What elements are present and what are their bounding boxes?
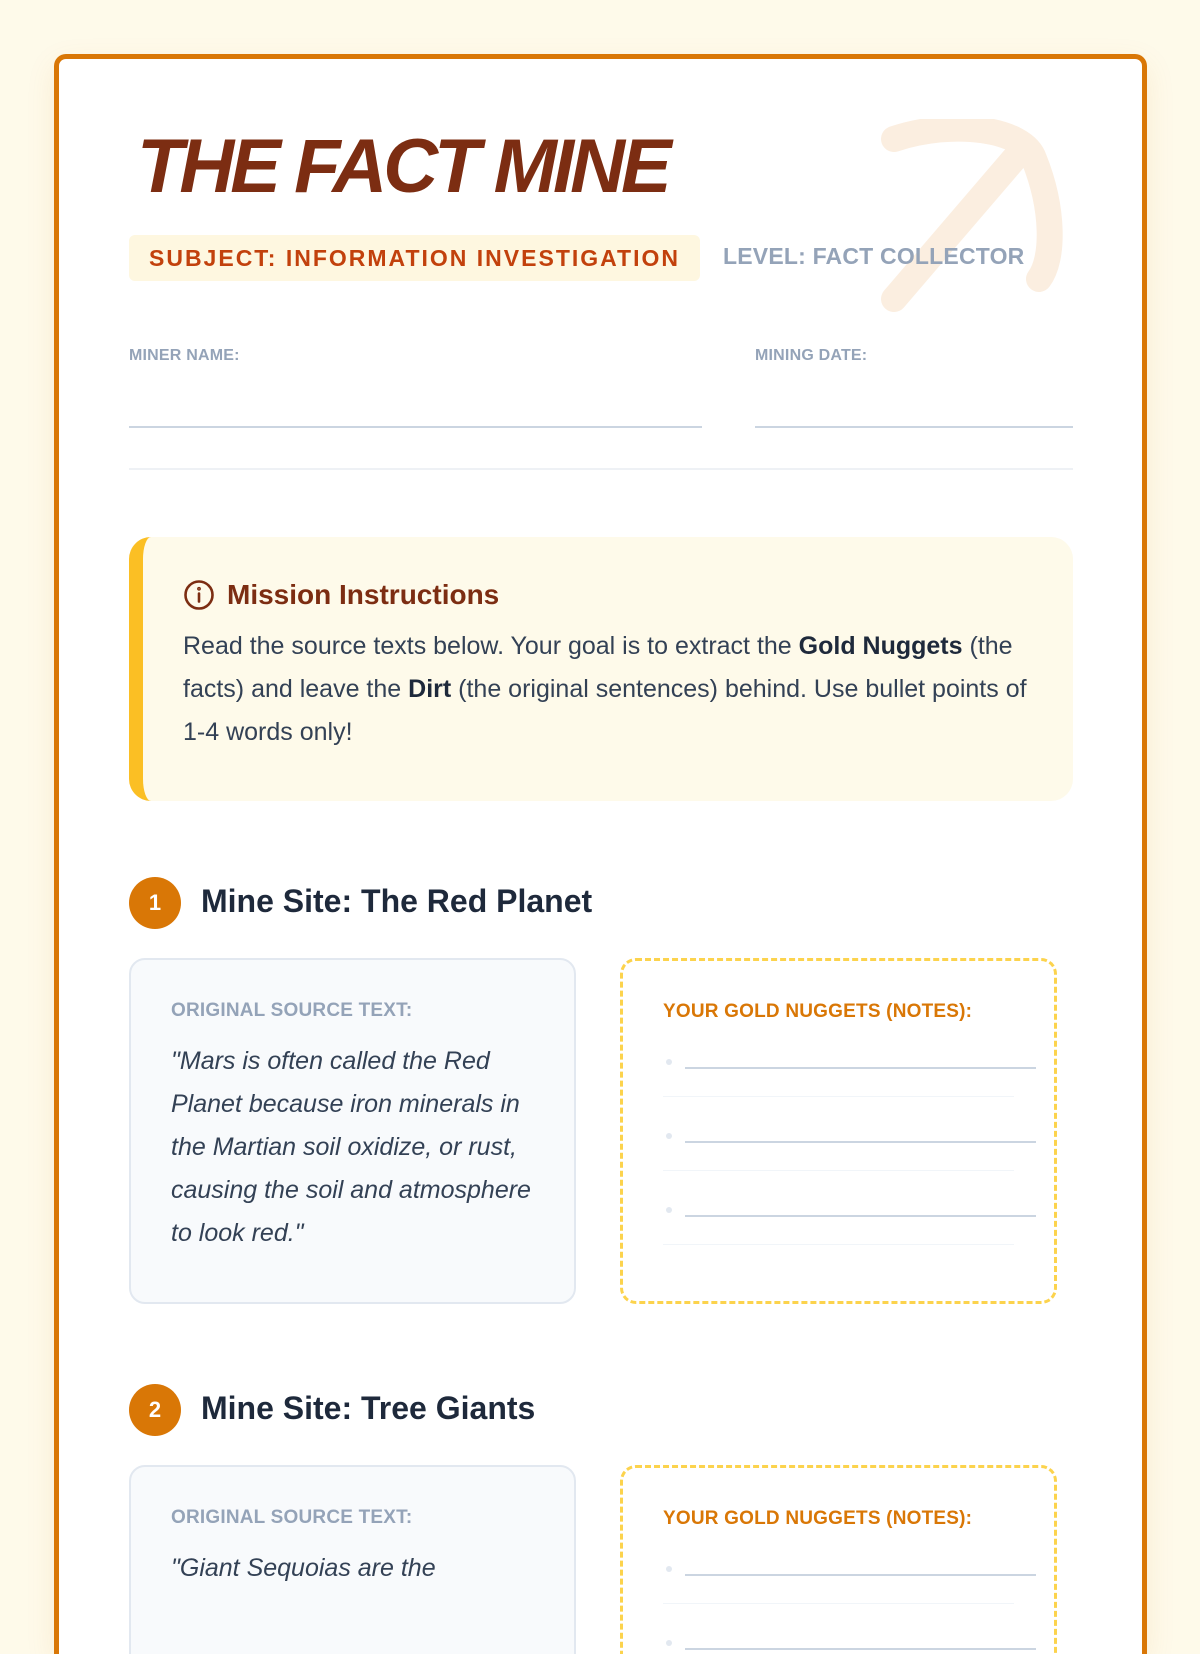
notes-label: YOUR GOLD NUGGETS (NOTES): xyxy=(663,1001,973,1022)
source-text-label: ORIGINAL SOURCE TEXT: xyxy=(171,1507,413,1528)
header-divider xyxy=(129,468,1073,470)
bullet-dot xyxy=(666,1207,672,1213)
note-separator xyxy=(663,1244,1014,1245)
mining-date-label: MINING DATE: xyxy=(755,347,868,364)
note-line[interactable] xyxy=(685,1648,1036,1650)
bullet-dot xyxy=(666,1059,672,1065)
instructions-text: Read the source texts below. Your goal is to extract the Gold Nuggets (the facts) and leave the Dirt (the original sentences) behind. Use bullet points of 1-4 words only! xyxy=(183,632,1027,746)
worksheet-sheet xyxy=(54,54,1147,1654)
note-bullet[interactable] xyxy=(663,1604,1054,1654)
site-number-badge: 1 xyxy=(129,877,181,929)
note-bullet[interactable] xyxy=(663,1097,1054,1171)
notes-box xyxy=(620,958,1057,1304)
source-text-box xyxy=(129,1465,576,1654)
miner-name-field[interactable] xyxy=(129,426,702,428)
mission-instructions xyxy=(129,537,1073,801)
note-bullet[interactable] xyxy=(663,1023,1054,1097)
note-line[interactable] xyxy=(685,1574,1036,1576)
dirt-term: Dirt xyxy=(408,675,452,703)
note-line[interactable] xyxy=(685,1067,1036,1069)
level-label: LEVEL: FACT COLLECTOR xyxy=(723,243,1025,269)
note-bullet[interactable] xyxy=(663,1171,1054,1245)
gold-nuggets-term: Gold Nuggets xyxy=(798,632,963,660)
bullet-dot xyxy=(666,1640,672,1646)
site-title: Mine Site: The Red Planet xyxy=(201,883,593,919)
pickaxe-icon xyxy=(864,119,1074,329)
source-text: "Giant Sequoias are the xyxy=(171,1554,436,1582)
info-icon xyxy=(183,579,215,611)
bullet-dot xyxy=(666,1566,672,1572)
bullet-dot xyxy=(666,1133,672,1139)
site-number-badge: 2 xyxy=(129,1384,181,1436)
notes-label: YOUR GOLD NUGGETS (NOTES): xyxy=(663,1508,973,1529)
worksheet-title: THE FACT MINE xyxy=(137,124,668,209)
instructions-heading-row xyxy=(183,579,1033,611)
source-text: "Mars is often called the Red Planet because iron minerals in the Martian soil oxidize, or rust, causing the soil and atmosphere to look red." xyxy=(171,1047,531,1247)
miner-name-label: MINER NAME: xyxy=(129,347,240,364)
source-text-box xyxy=(129,958,576,1304)
source-text-label: ORIGINAL SOURCE TEXT: xyxy=(171,1000,413,1021)
note-bullet[interactable] xyxy=(663,1530,1054,1604)
notes-box xyxy=(620,1465,1057,1654)
subject-badge: SUBJECT: INFORMATION INVESTIGATION xyxy=(129,235,700,281)
note-line[interactable] xyxy=(685,1215,1036,1217)
site-title: Mine Site: Tree Giants xyxy=(201,1390,536,1426)
mining-date-field[interactable] xyxy=(755,426,1073,428)
instructions-heading: Mission Instructions xyxy=(227,579,500,610)
note-line[interactable] xyxy=(685,1141,1036,1143)
